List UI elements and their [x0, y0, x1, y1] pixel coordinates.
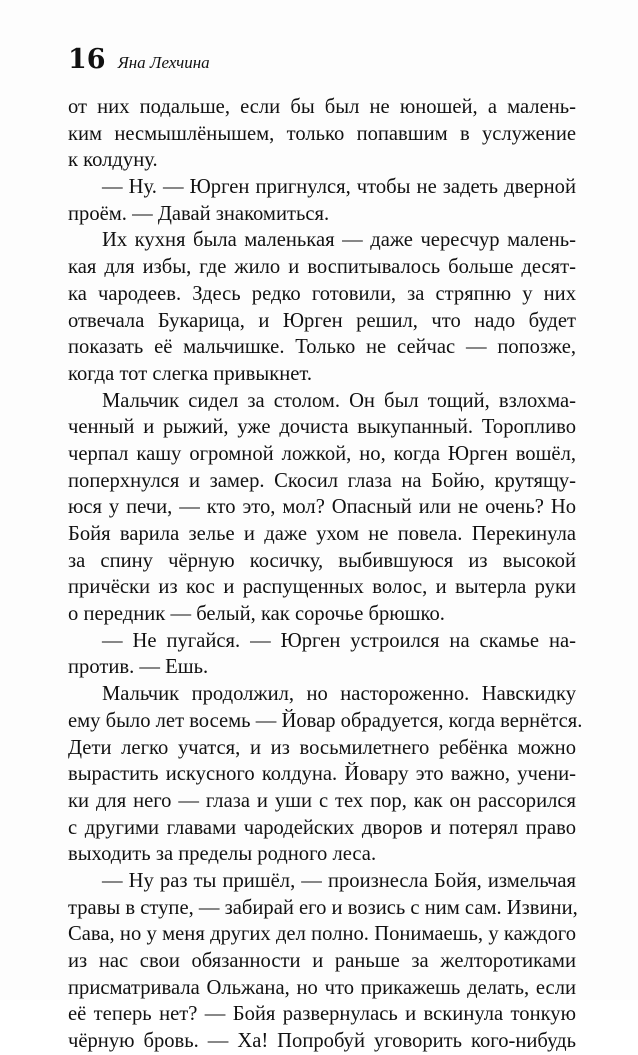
text-line: из нас свои обязанности и раньше за желторотиками: [68, 950, 576, 972]
text-line: черпал кашу огромной ложкой, но, когда Юрген вошёл,: [68, 442, 576, 465]
text-line: выходить за пределы родного леса.: [68, 843, 377, 866]
text-line: ченный и рыжий, уже дочиста выкупанный. Торопливо: [68, 416, 576, 439]
text-line: ему было лет восемь — Йовар обрадуется, когда вернётся.: [68, 709, 583, 732]
text-line: когда тот слегка привыкнет.: [68, 362, 312, 385]
text-line: юся у печи, — кто это, мол? Опасный или не очень? Но: [68, 496, 576, 519]
text-line: присматривала Ольжана, но что прикажешь делать, если: [68, 976, 576, 999]
text-line: против. — Ешь.: [68, 656, 209, 679]
text-line: чёрную бровь. — Ха! Попробуй уговорить кого-нибудь: [68, 1030, 576, 1053]
text-line: травы в ступе, — забирай его и возись с ним сам. Извини,: [68, 896, 578, 919]
text-line: проём. — Давай знакомиться.: [68, 202, 330, 225]
body-text: [68, 94, 583, 1055]
text-line: — Ну. — Юрген пригнулся, чтобы не задеть дверной: [102, 176, 576, 199]
text-line: кая для избы, где жило и воспитывалось больше десят-: [68, 256, 576, 279]
text-line: от них подальше, если бы был не юношей, а малень-: [68, 96, 576, 118]
text-line: отвечала Букарица, и Юрген решил, что надо будет: [68, 309, 576, 332]
page-header: [68, 44, 210, 78]
text-line: причёски из кос и распущенных волос, и вытерла руки: [68, 576, 576, 599]
text-line: показать её мальчишке. Только не сейчас — попозже,: [68, 336, 576, 359]
text-line: ка чародеев. Здесь редко готовили, за стряпню у них: [68, 282, 576, 305]
text-line: за спину чёрную косичку, выбившуюся из высокой: [68, 549, 576, 572]
text-line: её теперь нет? — Бойя развернулась и вскинула тонкую: [68, 1003, 576, 1026]
text-line: Сава, но у меня других дел полно. Понимаешь, у каждого: [68, 923, 576, 946]
running-head-author: Яна Лехчина: [117, 53, 210, 72]
text-line: поперхнулся и замер. Скосил глаза на Бойю, крутящу-: [68, 469, 576, 492]
text-line: — Ну раз ты пришёл, — произнесла Бойя, измельчая: [102, 869, 576, 892]
text-line: Их кухня была маленькая — даже чересчур малень-: [102, 229, 576, 252]
text-line: о передник — белый, как сорочье брюшко.: [68, 603, 445, 626]
text-line: вырастить искусного колдуна. Йовару это важно, учени-: [68, 763, 576, 786]
text-line: Дети легко учатся, и из восьмилетнего ребёнка можно: [68, 736, 576, 759]
text-line: Бойя варила зелье и даже ухом не повела. Перекинула: [68, 523, 576, 545]
text-line: ким несмышлёнышем, только попавшим в услужение: [68, 122, 576, 145]
text-line: — Не пугайся. — Юрген устроился на скамье на-: [102, 629, 576, 652]
text-line: ки для него — глаза и уши с тех пор, как он рассорился: [68, 789, 576, 812]
page-number: 16: [68, 44, 106, 75]
text-line: Мальчик сидел за столом. Он был тощий, взлохма-: [102, 389, 576, 412]
text-line: Мальчик продолжил, но настороженно. Навскидку: [102, 683, 576, 706]
text-line: с другими главами чародейских дворов и потерял право: [68, 816, 576, 839]
text-line: к колдуну.: [68, 149, 158, 172]
